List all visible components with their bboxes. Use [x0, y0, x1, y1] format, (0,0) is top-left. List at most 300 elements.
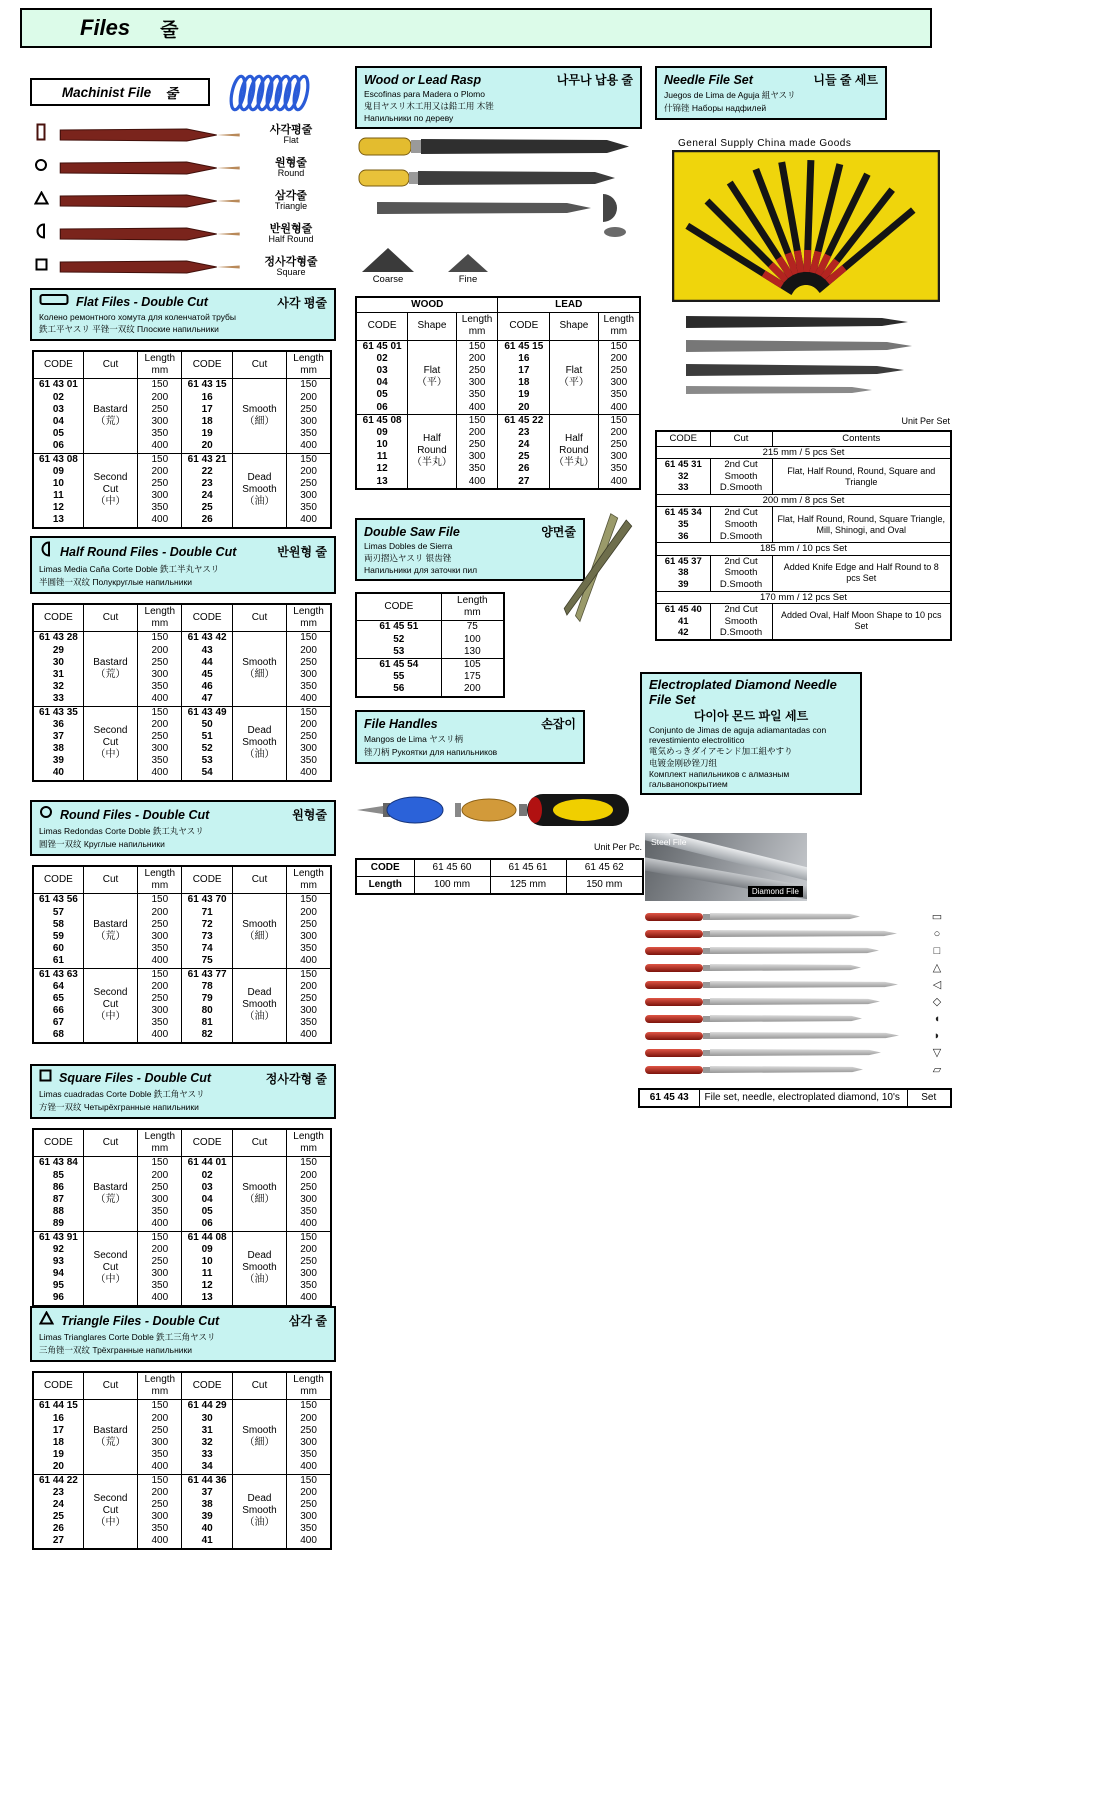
file-blade	[710, 930, 897, 937]
table	[32, 1371, 332, 1550]
col-header: Length mm	[287, 1372, 331, 1400]
section-subtitle: Mangos de Lima ヤスリ柄	[364, 734, 464, 744]
section-subtitle: 圓锉一双纹 Круглые напильники	[39, 839, 165, 849]
needle-set-table	[655, 430, 952, 641]
length-cell: 400	[138, 440, 182, 453]
table-row	[356, 658, 504, 671]
col-header: CODE	[356, 593, 441, 621]
file-ferrule	[703, 914, 710, 920]
grid-cell: 61 45 62	[566, 859, 643, 877]
section-subtitles	[649, 725, 853, 789]
grid-cell: Length	[356, 877, 414, 895]
section-subtitle: Колено ремонтного хомута для коленчатой трубы	[39, 312, 237, 322]
code-cell: 04	[182, 1194, 232, 1206]
table-row	[33, 767, 331, 780]
group-header-row	[356, 297, 640, 313]
length-cell: 150	[456, 414, 498, 427]
length-cell: 150	[456, 340, 498, 353]
code-cell: 03	[356, 365, 408, 377]
code-cell: 25	[33, 1511, 83, 1523]
code-cell: 18	[498, 377, 550, 389]
flat-files-section	[30, 288, 336, 529]
diamond-footer-table	[638, 1088, 952, 1108]
table-row	[656, 459, 951, 471]
length-cell: 250	[138, 404, 182, 416]
round-profile-icon: ○	[933, 927, 941, 940]
section-title-ko: 원형줄	[292, 808, 327, 822]
length-cell: 400	[138, 514, 182, 527]
half-round-profile-icon: ◗	[933, 1029, 941, 1042]
steel-diamond-photo	[645, 833, 807, 901]
code-cell: 56	[356, 683, 441, 696]
length-cell: 200	[138, 645, 182, 657]
table	[638, 1088, 952, 1108]
code-cell: 61 43 42	[182, 632, 232, 645]
file-image	[58, 259, 242, 275]
length-cell: 350	[138, 1449, 182, 1461]
text-line: 电镀金刚砂锉刀组	[649, 758, 718, 768]
table-row	[33, 743, 331, 755]
col-header: Length mm	[287, 866, 331, 894]
code-cell: 53	[182, 755, 232, 767]
length-cell: 400	[138, 1535, 182, 1548]
length-cell: 150	[138, 706, 182, 719]
code-cell: 26	[498, 463, 550, 475]
length-cell: 250	[138, 993, 182, 1005]
machinist-file-row	[30, 151, 334, 184]
section-title: Triangle Files - Double Cut	[61, 1313, 220, 1328]
code-cell: 82	[182, 1029, 232, 1042]
header-row	[33, 1372, 331, 1400]
needle-set-photo	[672, 150, 940, 405]
code-cell: 61 43 01	[33, 379, 83, 392]
length-cell: 100	[441, 634, 504, 646]
length-cell: 200	[138, 1413, 182, 1425]
header-row	[356, 593, 504, 621]
length-cell: 200	[138, 1244, 182, 1256]
file-handles-header	[355, 710, 585, 764]
length-cell: 300	[287, 1005, 331, 1017]
code-cell: 18	[33, 1437, 83, 1449]
section-subtitle: Напильники по дереву	[364, 113, 454, 123]
cut-cell: Flat （平）	[550, 340, 598, 414]
diamond-file-row	[645, 993, 947, 1010]
code-cell: 80	[182, 1005, 232, 1017]
square-files-table	[32, 1128, 336, 1307]
file-handle	[645, 1066, 703, 1074]
length-cell: 400	[598, 402, 640, 415]
length-cell: 400	[287, 1029, 331, 1042]
table-row	[356, 377, 640, 389]
code-cell: 39	[656, 579, 710, 591]
diamond-set-header	[640, 672, 862, 795]
col-header: Cut	[232, 1372, 286, 1400]
code-cell: 61 43 91	[33, 1231, 83, 1244]
length-cell: 300	[138, 1005, 182, 1017]
table-row	[33, 478, 331, 490]
code-cell: 40	[33, 767, 83, 780]
length-cell: 350	[287, 1280, 331, 1292]
code-cell: 73	[182, 931, 232, 943]
saw-file-images	[556, 512, 646, 635]
code-cell: 96	[33, 1292, 83, 1305]
section-subtitle: Escofinas para Madera o Plomo	[364, 89, 485, 99]
col-header: Length mm	[441, 593, 504, 621]
table-row	[33, 719, 331, 731]
length-cell: 200	[287, 645, 331, 657]
code-cell: 39	[33, 755, 83, 767]
cut-cell: Smooth	[710, 567, 772, 579]
code-cell: 32	[656, 471, 710, 483]
file-handle	[645, 930, 703, 938]
file-blade	[710, 1032, 899, 1039]
file-ferrule	[703, 999, 710, 1005]
table-row	[33, 993, 331, 1005]
length-cell: 150	[287, 706, 331, 719]
fine-sample	[448, 254, 488, 285]
code-cell: 61 45 34	[656, 507, 710, 519]
diamond-file-label: Diamond File	[748, 886, 803, 897]
cut-cell: Flat （平）	[408, 340, 456, 414]
section-title-ko: 손잡이	[541, 717, 576, 731]
grid-cell: CODE	[356, 859, 414, 877]
code-cell: 22	[182, 466, 232, 478]
section-subtitle: Напильники для заточки пил	[364, 565, 478, 575]
table-row	[33, 379, 331, 392]
code-cell: 61 44 01	[182, 1157, 232, 1170]
length-cell: 75	[441, 621, 504, 634]
file-image	[58, 160, 242, 176]
wood-rasp-header	[355, 66, 642, 129]
length-cell: 200	[287, 392, 331, 404]
cut-cell: Bastard （荒）	[83, 379, 137, 453]
col-header: Length mm	[138, 1129, 182, 1157]
code-cell: 61 43 77	[182, 968, 232, 981]
code-cell: 13	[182, 1292, 232, 1305]
diamond-file-row	[645, 942, 947, 959]
needle-photo-caption: General Supply China made Goods	[678, 138, 852, 149]
code-cell: 37	[182, 1487, 232, 1499]
length-cell: 150	[138, 632, 182, 645]
code-cell: 41	[656, 616, 710, 628]
code-cell: 43	[182, 645, 232, 657]
code-cell: 64	[33, 981, 83, 993]
table-row	[356, 621, 504, 634]
length-cell: 250	[287, 1425, 331, 1437]
length-cell: 150	[287, 1400, 331, 1413]
length-cell: 350	[138, 681, 182, 693]
table-row	[33, 404, 331, 416]
code-cell: 38	[182, 1499, 232, 1511]
code-cell: 06	[182, 1218, 232, 1231]
round-file-icon	[39, 805, 53, 824]
code-cell: 33	[656, 482, 710, 494]
section-title-ko: 니들 줄 세트	[813, 73, 878, 87]
length-cell: 350	[598, 463, 640, 475]
table-row	[33, 514, 331, 527]
contents-cell: Added Oval, Half Moon Shape to 10 pcs Set	[772, 604, 951, 640]
code-cell: 78	[182, 981, 232, 993]
file-type-label-en: Triangle	[274, 200, 308, 211]
length-cell: 200	[287, 1170, 331, 1182]
wood-rasp-section	[355, 66, 642, 129]
unit-per-pc-note: Unit Per Pc.	[593, 842, 642, 852]
half-round-file-icon	[39, 541, 53, 562]
round-files-header	[30, 800, 336, 856]
code-cell: 17	[498, 365, 550, 377]
square-profile-icon: □	[933, 944, 941, 957]
file-blade	[710, 964, 861, 971]
col-header: Cut	[83, 351, 137, 379]
code-cell: 58	[33, 919, 83, 931]
table-row	[656, 604, 951, 616]
code-cell: 61 45 08	[356, 414, 408, 427]
needle-set-header	[655, 66, 887, 120]
length-cell: 400	[138, 1218, 182, 1231]
length-cell: 400	[287, 1292, 331, 1305]
round-cross-section-icon	[30, 158, 52, 177]
code-cell: 61 44 08	[182, 1231, 232, 1244]
table-row	[33, 1487, 331, 1499]
section-subtitle: 方锉一双纹 Четырёхгранные напильники	[39, 1102, 199, 1112]
length-cell: 350	[138, 1523, 182, 1535]
file-ferrule	[703, 948, 710, 954]
table-row	[356, 634, 504, 646]
code-cell: 66	[33, 1005, 83, 1017]
code-cell: 79	[182, 993, 232, 1005]
rasp-images	[357, 132, 639, 249]
square-cross-section-icon	[30, 258, 52, 276]
file-ferrule	[703, 982, 710, 988]
file-handle	[645, 964, 703, 972]
length-cell: 250	[138, 1256, 182, 1268]
length-cell: 350	[138, 1280, 182, 1292]
table-row	[33, 657, 331, 669]
table-row	[356, 389, 640, 401]
code-cell: 87	[33, 1194, 83, 1206]
col-header: CODE	[182, 1372, 232, 1400]
table-row	[33, 681, 331, 693]
table-row	[33, 693, 331, 706]
table-row	[33, 632, 331, 645]
code-cell: 61 43 63	[33, 968, 83, 981]
cut-cell: Bastard （荒）	[83, 1157, 137, 1231]
length-cell: 300	[138, 1511, 182, 1523]
file-ferrule	[703, 931, 710, 937]
code-cell: 61 44 22	[33, 1474, 83, 1487]
section-subtitle: Juegos de Lima de Aguja 組ヤスリ	[664, 90, 796, 100]
code-cell: 16	[33, 1413, 83, 1425]
code-cell: 61 44 36	[182, 1474, 232, 1487]
knife-profile-icon: ◁	[932, 979, 942, 991]
file-type-label-en: Half Round	[268, 233, 314, 244]
length-cell: 200	[138, 1487, 182, 1499]
length-cell: 400	[287, 693, 331, 706]
code-cell: 26	[182, 514, 232, 527]
set-label-row	[656, 543, 951, 556]
col-header: Length mm	[456, 313, 498, 340]
code-cell: 23	[182, 478, 232, 490]
file-type-label	[248, 256, 334, 278]
length-cell: 250	[287, 919, 331, 931]
coarse-label: Coarse	[372, 274, 404, 285]
set-label-row	[656, 446, 951, 459]
code-cell: 39	[182, 1511, 232, 1523]
diamond-file-list	[645, 908, 947, 1078]
length-cell: 200	[138, 392, 182, 404]
length-cell: 400	[287, 767, 331, 780]
code-cell: 24	[33, 1499, 83, 1511]
cut-cell: Smooth （細）	[232, 632, 286, 706]
length-cell: 150	[138, 1157, 182, 1170]
coarse-sample	[362, 248, 414, 285]
code-cell: 17	[33, 1425, 83, 1437]
table-row	[33, 1437, 331, 1449]
file-blade	[710, 1015, 862, 1022]
table-row	[33, 1157, 331, 1170]
code-cell: 03	[182, 1182, 232, 1194]
cut-cell: Dead Smooth （油）	[232, 1474, 286, 1549]
file-handle	[645, 998, 703, 1006]
length-cell: 400	[287, 1461, 331, 1474]
length-cell: 300	[138, 1194, 182, 1206]
table-row	[656, 555, 951, 567]
code-cell: 59	[33, 931, 83, 943]
diamond-set-section	[640, 672, 862, 795]
file-type-label-en: Flat	[283, 134, 299, 145]
code-cell: 37	[33, 731, 83, 743]
code-cell: 19	[182, 428, 232, 440]
code-cell: 45	[182, 669, 232, 681]
col-header: CODE	[33, 1129, 83, 1157]
code-cell: 52	[356, 634, 441, 646]
length-cell: 250	[138, 1182, 182, 1194]
length-cell: 250	[598, 439, 640, 451]
table-row	[356, 451, 640, 463]
code-cell: 68	[33, 1029, 83, 1042]
code-cell: 61 45 22	[498, 414, 550, 427]
header-row	[33, 866, 331, 894]
round-files-section	[30, 800, 336, 1044]
length-cell: 200	[138, 981, 182, 993]
length-cell: 350	[287, 755, 331, 767]
length-cell: 350	[287, 943, 331, 955]
cut-cell: D.Smooth	[710, 482, 772, 494]
col-header: Cut	[83, 1129, 137, 1157]
length-cell: 400	[287, 1218, 331, 1231]
length-cell: 105	[441, 658, 504, 671]
code-cell: 75	[182, 955, 232, 968]
table-row	[33, 1182, 331, 1194]
col-header: CODE	[182, 351, 232, 379]
code-cell: 29	[33, 645, 83, 657]
set-label: 170 mm / 12 pcs Set	[656, 591, 951, 604]
length-cell: 300	[456, 377, 498, 389]
file-type-label-ko: 삼각줄	[275, 189, 307, 202]
code-cell: 25	[498, 451, 550, 463]
code-cell: 02	[33, 392, 83, 404]
contents-cell: Added Knife Edge and Half Round to 8 pcs Set	[772, 555, 951, 591]
table-row	[33, 645, 331, 657]
code-cell: 57	[33, 907, 83, 919]
length-cell: 300	[287, 743, 331, 755]
code-cell: 95	[33, 1280, 83, 1292]
length-cell: 350	[287, 1017, 331, 1029]
code-cell: 20	[498, 402, 550, 415]
table-row	[33, 1280, 331, 1292]
table-row	[33, 1170, 331, 1182]
diamond-file-row	[645, 1044, 947, 1061]
code-cell: 27	[33, 1535, 83, 1548]
flat-files-table	[32, 350, 336, 529]
length-cell: 250	[287, 1182, 331, 1194]
grid-cell: 150 mm	[566, 877, 643, 895]
table	[32, 1128, 332, 1307]
cut-cell: Bastard （荒）	[83, 894, 137, 968]
length-cell: 200	[456, 353, 498, 365]
flat-v-cross-section-icon	[30, 123, 52, 146]
code-cell: 33	[182, 1449, 232, 1461]
code-cell: 32	[33, 681, 83, 693]
length-cell: 200	[287, 1487, 331, 1499]
length-cell: 350	[287, 1206, 331, 1218]
code-cell: 47	[182, 693, 232, 706]
length-cell: 300	[138, 931, 182, 943]
grid-cell: 61 45 60	[414, 859, 490, 877]
length-cell: 250	[138, 919, 182, 931]
length-cell: 350	[456, 463, 498, 475]
length-cell: 175	[441, 671, 504, 683]
table-row	[33, 416, 331, 428]
group-header: WOOD	[356, 297, 498, 313]
code-cell: 06	[33, 440, 83, 453]
code-cell: 09	[182, 1244, 232, 1256]
code-cell: 04	[356, 377, 408, 389]
file-ferrule	[703, 1050, 710, 1056]
length-cell: 200	[138, 907, 182, 919]
file-type-label-en: Square	[276, 266, 306, 277]
code-cell: 44	[182, 657, 232, 669]
cut-cell: Dead Smooth （油）	[232, 706, 286, 781]
code-cell: 61 45 51	[356, 621, 441, 634]
length-cell: 400	[456, 402, 498, 415]
code-cell: 36	[656, 531, 710, 543]
table-row	[33, 1461, 331, 1474]
code-cell: 02	[182, 1170, 232, 1182]
table-row	[33, 968, 331, 981]
flat-file-icon	[39, 293, 69, 311]
contents-cell: Flat, Half Round, Round, Square Triangle, Mill, Shinogi, and Oval	[772, 507, 951, 543]
code-cell: 74	[182, 943, 232, 955]
cut-cell: Second Cut （中）	[83, 706, 137, 781]
length-cell: 300	[287, 669, 331, 681]
cut-cell: Bastard （荒）	[83, 1400, 137, 1474]
flat-files-header	[30, 288, 336, 341]
length-cell: 400	[138, 1029, 182, 1042]
diamond-file-row	[645, 959, 947, 976]
col-header: CODE	[182, 1129, 232, 1157]
code-cell: 67	[33, 1017, 83, 1029]
table-row	[33, 1218, 331, 1231]
code-cell: 11	[356, 451, 408, 463]
cut-cell: 2nd Cut	[710, 459, 772, 471]
file-type-label-ko: 반원형줄	[269, 222, 313, 235]
file-handle	[645, 1015, 703, 1023]
table-row	[356, 439, 640, 451]
table-row	[33, 894, 331, 907]
diamond-file-row	[645, 976, 947, 993]
code-cell: 55	[356, 671, 441, 683]
